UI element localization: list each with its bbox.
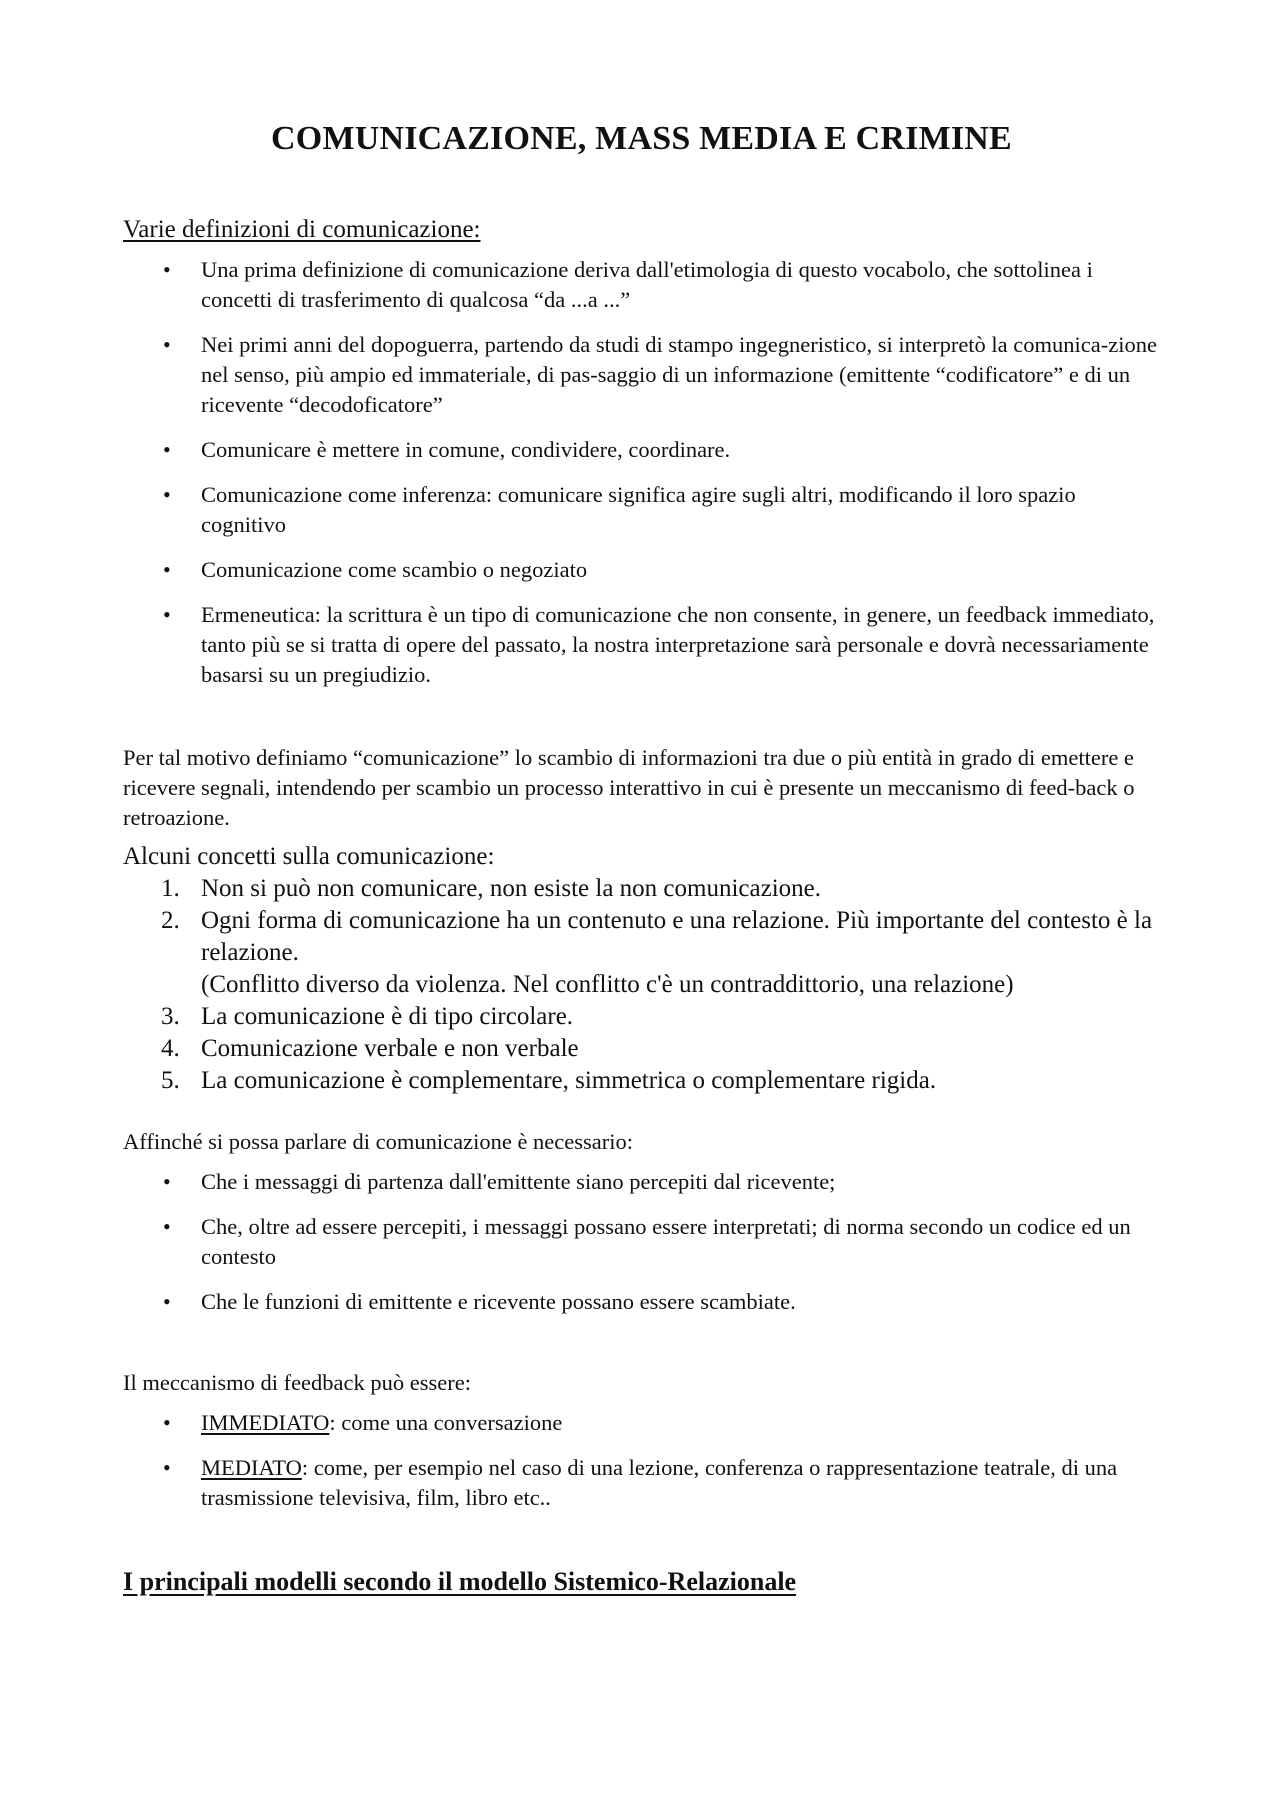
requirements-intro: Affinché si possa parlare di comunicazione è necessario:	[123, 1129, 634, 1155]
concept-text: La comunicazione è complementare, simmetrica o complementare rigida.	[201, 1067, 937, 1095]
feedback-term: IMMEDIATO	[201, 1410, 330, 1436]
feedback-term: MEDIATO	[201, 1455, 302, 1481]
concept-number: 1.	[161, 875, 180, 903]
concept-number: 3.	[161, 1003, 180, 1031]
concept-text: Non si può non comunicare, non esiste la non comunicazione.	[201, 875, 821, 903]
definition-item: • Una prima definizione di comunicazione deriva dall'etimologia di questo vocabolo, che sottolinea i concetti di trasferimento di qualcosa “da ...a ...”	[123, 255, 1160, 315]
models-heading: I principali modelli secondo il modello Sistemico-Relazionale	[123, 1567, 797, 1597]
concepts-heading: Alcuni concetti sulla comunicazione:	[123, 843, 495, 871]
concept-item	[123, 1033, 1160, 1065]
concept-item	[123, 1001, 1160, 1033]
requirement-item: • Che, oltre ad essere percepiti, i messaggi possano essere interpretati; di norma secondo un codice ed un contesto	[123, 1212, 1160, 1272]
feedback-list	[123, 1408, 1160, 1513]
definition-item: • Comunicazione come scambio o negoziato	[123, 555, 1160, 585]
feedback-text: : come una conversazione	[329, 1410, 563, 1436]
concept-item	[123, 873, 1160, 905]
definition-item: • Nei primi anni del dopoguerra, partendo da studi di stampo ingegneristico, si interpretò la comunica-zione nel senso, più ampio ed immateriale, di pas-saggio di un informazione (emittente “codificatore” e di un ricevente “decodoficatore”	[123, 330, 1160, 420]
definition-item: • Comunicare è mettere in comune, condividere, coordinare.	[123, 435, 1160, 465]
document-title: COMUNICAZIONE, MASS MEDIA E CRIMINE	[271, 120, 1012, 157]
concept-text: Comunicazione verbale e non verbale	[201, 1035, 579, 1063]
feedback-text: : come, per esempio nel caso di una lezione, conferenza o rappresentazione teatrale, di una trasmissione televisiva, film, libro etc..	[201, 1455, 1118, 1511]
concept-number: 2.	[161, 907, 180, 935]
concept-number: 5.	[161, 1067, 180, 1095]
concept-number: 4.	[161, 1035, 180, 1063]
definition-paragraph: Per tal motivo definiamo “comunicazione” lo scambio di informazioni tra due o più entità in grado di emettere e ricevere segnali, intendendo per scambio un processo interattivo in cui è presente un meccanismo di feed-back o retroazione.	[123, 745, 1135, 831]
definition-item: • Ermeneutica: la scrittura è un tipo di comunicazione che non consente, in genere, un feedback immediato, tanto più se si tratta di opere del passato, la nostra interpretazione sarà personale e dovrà necessariamente basarsi su un pregiudizio.	[123, 600, 1160, 690]
definitions-list	[123, 255, 1160, 690]
requirement-item: • Che i messaggi di partenza dall'emittente siano percepiti dal ricevente;	[123, 1167, 1160, 1197]
feedback-intro: Il meccanismo di feedback può essere:	[123, 1370, 471, 1396]
concept-text: Ogni forma di comunicazione ha un contenuto e una relazione. Più importante del contesto è la relazione.	[201, 907, 1153, 967]
concept-text: La comunicazione è di tipo circolare.	[201, 1003, 574, 1031]
concept-note: (Conflitto diverso da violenza. Nel conflitto c'è un contraddittorio, una relazione)	[201, 971, 1014, 999]
requirements-list	[123, 1167, 1160, 1317]
concepts-list	[123, 873, 1160, 1097]
definition-item: • Comunicazione come inferenza: comunicare significa agire sugli altri, modificando il loro spazio cognitivo	[123, 480, 1160, 540]
requirement-item: • Che le funzioni di emittente e ricevente possano essere scambiate.	[123, 1287, 1160, 1317]
feedback-item	[123, 1453, 1160, 1513]
definitions-heading: Varie definizioni di comunicazione:	[123, 216, 481, 244]
feedback-item	[123, 1408, 1160, 1438]
concept-item	[123, 905, 1160, 1001]
concept-item	[123, 1065, 1160, 1097]
